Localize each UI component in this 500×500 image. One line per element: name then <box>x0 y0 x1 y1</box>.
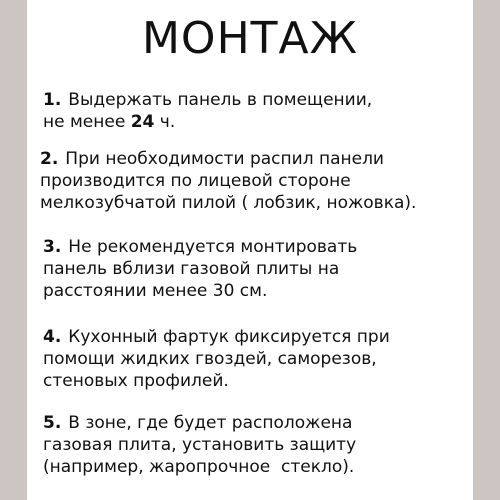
instruction-item-5 <box>43 412 356 478</box>
instruction-3-line-2: панель вблизи газовой плиты на <box>43 259 340 279</box>
instruction-4-line-2: помощи жидких гвоздей, саморезов, <box>43 349 377 369</box>
instruction-1-text-1: Выдержать панель в помещении, <box>68 90 373 110</box>
instruction-1-line-2 <box>43 111 372 133</box>
instruction-4-line-3: стеновых профилей. <box>43 371 229 391</box>
right-side-bar <box>473 0 500 500</box>
instruction-1-text-2-suffix: ч. <box>154 112 176 132</box>
instruction-3-line-3: расстоянии менее 30 см. <box>43 281 268 301</box>
left-side-bar <box>0 0 27 500</box>
instruction-4-number: 4. <box>43 327 62 347</box>
instruction-2-line-1 <box>40 148 416 170</box>
instruction-item-3 <box>43 236 357 302</box>
instruction-1-hours-value: 24 <box>130 112 155 132</box>
instruction-3-text-1: Не рекомендуется монтировать <box>68 237 358 257</box>
instruction-1-number: 1. <box>43 90 62 110</box>
instruction-3-number: 3. <box>43 237 62 257</box>
instruction-2-number: 2. <box>40 149 59 169</box>
instruction-item-2 <box>40 148 416 214</box>
instruction-3-line-1 <box>43 236 357 258</box>
instruction-5-line-3: (например, жаропрочное стекло). <box>43 457 355 477</box>
instruction-4-text-1: Кухонный фартук фиксируется при <box>68 327 390 347</box>
instruction-2-text-1: При необходимости распил панели <box>65 149 384 169</box>
page-title: МОНТАЖ <box>141 13 359 64</box>
instruction-item-4 <box>43 326 390 392</box>
instruction-4-line-1 <box>43 326 390 348</box>
instruction-5-text-1: В зоне, где будет расположена <box>68 413 353 433</box>
instruction-1-text-2-prefix: не менее <box>43 112 131 132</box>
instruction-5-line-1 <box>43 412 356 434</box>
instruction-1-line-1 <box>43 89 372 111</box>
instruction-5-number: 5. <box>43 413 62 433</box>
instruction-5-line-2: газовая плита, установить защиту <box>43 435 357 455</box>
instruction-2-line-2: производится по лицевой стороне <box>40 171 351 191</box>
instruction-2-line-3: мелкозубчатой пилой ( лобзик, ножовка). <box>40 193 417 213</box>
instruction-item-1 <box>43 89 372 133</box>
